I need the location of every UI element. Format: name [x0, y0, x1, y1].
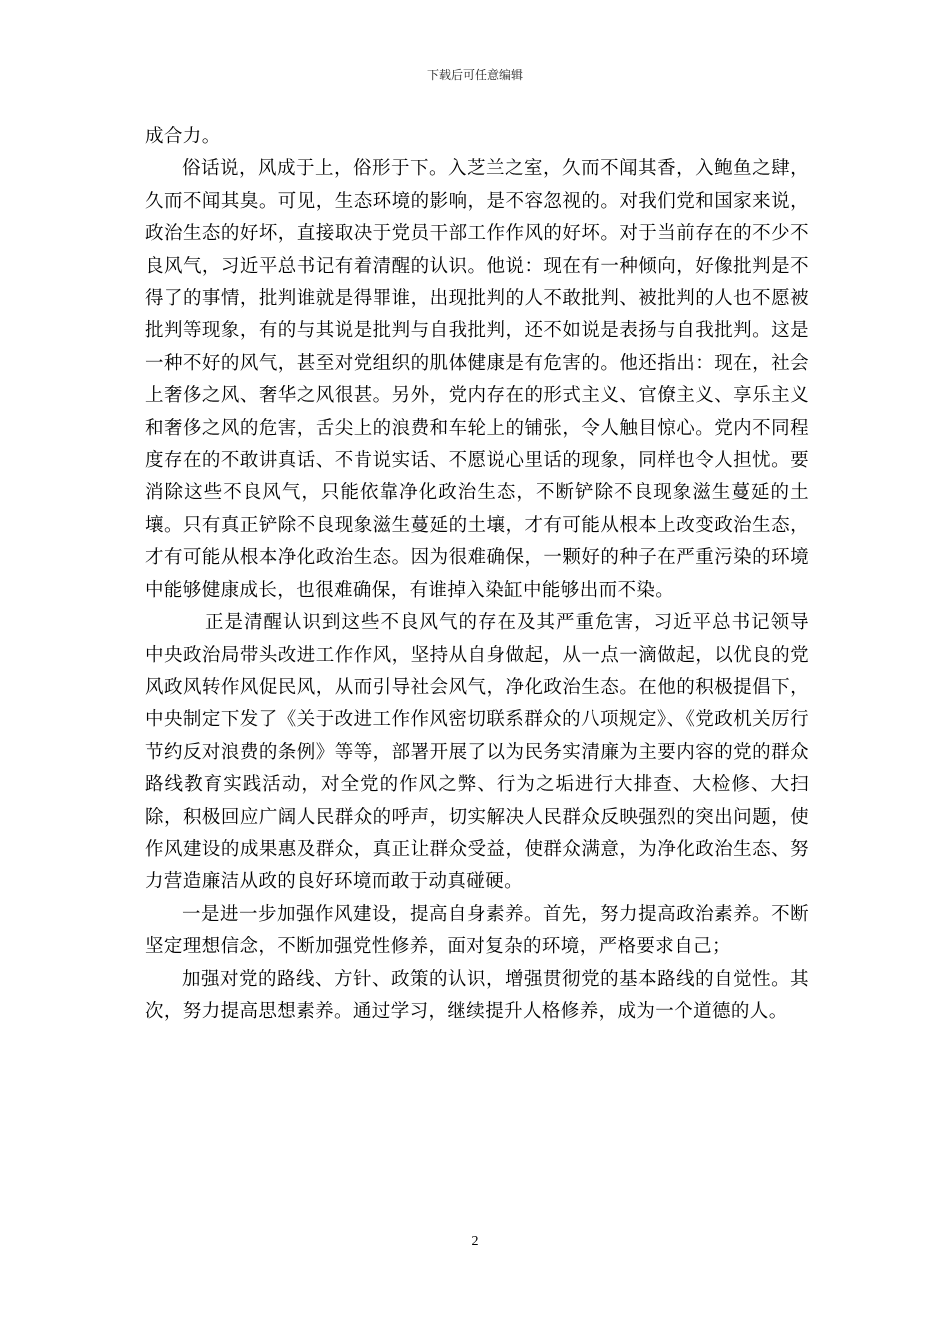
paragraph: 正是清醒认识到这些不良风气的存在及其严重危害，习近平总书记领导中央政治局带头改进工作作风，坚持从自身做起，从一点一滴做起，以优良的党风政风转作风促民风，从而引导社会风气，净化政治生态。在他的积极提倡下，中央制定下发了《关于改进工作作风密切联系群众的八项规定》、《党政机关厉行节约反对浪费的条例》等等，部署开展了以为民务实清廉为主要内容的党的群众路线教育实践活动，对全党的作风之弊、行为之垢进行大排查、大检修、大扫除，积极回应广阔人民群众的呼声，切实解决人民群众反映强烈的突出问题，使作风建设的成果惠及群众，真正让群众受益，使群众满意，为净化政治生态、努力营造廉洁从政的良好环境而敢于动真碰硬。	[145, 612, 809, 893]
paragraph-continuation: 成合力。	[145, 126, 221, 147]
paragraph: 一是进一步加强作风建设，提高自身素养。首先，努力提高政治素养。不断坚定理想信念，不断加强党性修养，面对复杂的环境，严格要求自己；	[145, 903, 809, 958]
paragraph: 加强对党的路线、方针、政策的认识，增强贯彻党的基本路线的自觉性。其次，努力提高思想素养。通过学习，继续提升人格修养，成为一个道德的人。	[145, 968, 809, 1022]
page-header: 下载后可任意编辑	[426, 68, 523, 82]
paragraph: 俗话说，风成于上，俗形于下。入芝兰之室，久而不闻其香，入鲍鱼之肆，久而不闻其臭。可见，生态环境的影响，是不容忽视的。对我们党和国家来说，政治生态的好坏，直接取决于党员干部工作作风的好坏。对于当前存在的不少不良风气，习近平总书记有着清醒的认识。他说：现在有一种倾向，好像批判是不得了的事情，批判谁就是得罪谁，出现批判的人不敢批判、被批判的人也不愿被批判等现象，有的与其说是批判与自我批判，还不如说是表扬与自我批判。这是一种不好的风气，甚至对党组织的肌体健康是有危害的。他还指出：现在，社会上奢侈之风、奢华之风很甚。另外，党内存在的形式主义、官僚主义、享乐主义和奢侈之风的危害，舌尖上的浪费和车轮上的铺张，令人触目惊心。党内不同程度存在的不敢讲真话、不肯说实话、不愿说心里话的现象，同样也令人担忧。要消除这些不良风气，只能依靠净化政治生态，不断铲除不良现象滋生蔓延的土壤。只有真正铲除不良现象滋生蔓延的土壤，才有可能从根本上改变政治生态，才有可能从根本净化政治生态。因为很难确保，一颗好的种子在严重污染的环境中能够健康成长，也很难确保，有谁掉入染缸中能够出而不染。	[145, 158, 809, 601]
body-text	[145, 121, 809, 1028]
page-number: 2	[471, 1234, 479, 1249]
